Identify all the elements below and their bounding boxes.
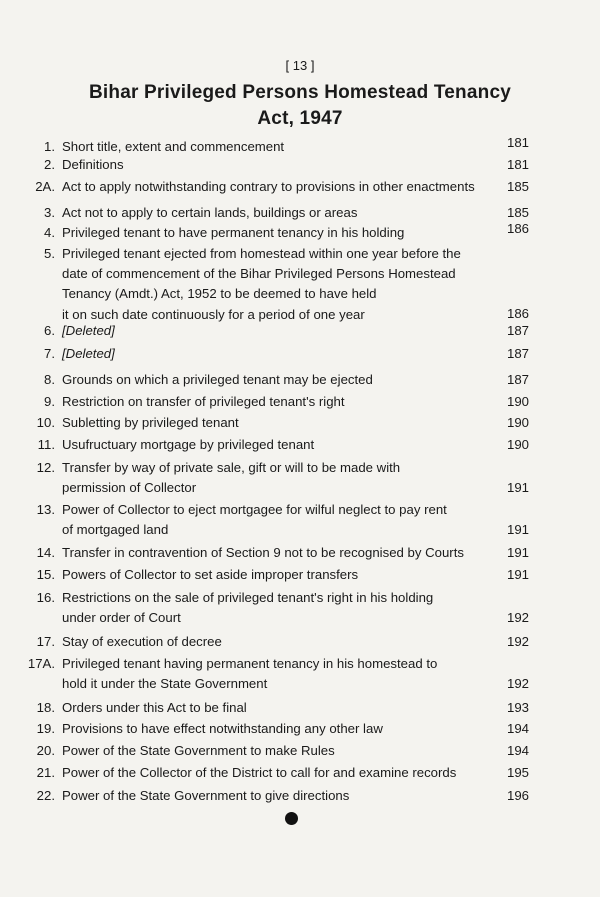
section-title-line: Power of Collector to eject mortgagee for wilful neglect to pay rent xyxy=(62,502,447,517)
section-number: 7. xyxy=(44,346,55,361)
page-reference: 190 xyxy=(506,394,529,409)
section-title-line: Power of the Collector of the District to call for and examine records xyxy=(62,765,457,780)
section-title xyxy=(62,654,482,694)
section-title xyxy=(62,458,482,498)
page-reference: 192 xyxy=(506,676,529,691)
page-reference: 186 xyxy=(506,306,529,321)
section-number: 3. xyxy=(44,205,55,220)
section-number: 12. xyxy=(36,460,55,475)
section-number: 18. xyxy=(36,700,55,715)
section-title-line: Subletting by privileged tenant xyxy=(62,415,239,430)
section-title-line: Privileged tenant having permanent tenancy in his homestead to xyxy=(62,656,438,671)
section-title-line: date of commencement of the Bihar Privileged Persons Homestead xyxy=(62,266,456,281)
section-number: 19. xyxy=(36,721,55,736)
section-title xyxy=(62,413,482,433)
section-number: 10. xyxy=(36,415,55,430)
section-title xyxy=(62,244,482,325)
section-title-line: under order of Court xyxy=(62,610,181,625)
page-reference: 187 xyxy=(506,323,529,338)
section-number: 2A. xyxy=(35,179,55,194)
page-reference: 193 xyxy=(506,700,529,715)
section-title-line: Stay of execution of decree xyxy=(62,634,222,649)
page-reference: 187 xyxy=(506,372,529,387)
section-number: 8. xyxy=(44,372,55,387)
page-reference: 186 xyxy=(506,221,529,236)
section-number: 21. xyxy=(36,765,55,780)
section-title xyxy=(62,370,482,390)
section-number: 6. xyxy=(44,323,55,338)
page-reference: 187 xyxy=(506,346,529,361)
section-title-line: Privileged tenant ejected from homestead within one year before the xyxy=(62,246,461,261)
section-title-line: [Deleted] xyxy=(62,346,115,361)
page-reference: 194 xyxy=(506,721,529,736)
page-reference: 191 xyxy=(506,522,529,537)
section-number: 16. xyxy=(36,590,55,605)
section-title-line: Restriction on transfer of privileged tenant's right xyxy=(62,394,345,409)
section-title-line: Usufructuary mortgage by privileged tenant xyxy=(62,437,315,452)
section-title xyxy=(62,137,482,157)
page-reference: 185 xyxy=(506,205,529,220)
section-title-line: of mortgaged land xyxy=(62,522,169,537)
section-number: 1. xyxy=(44,139,55,154)
section-number: 5. xyxy=(44,246,55,261)
section-title xyxy=(62,344,482,364)
section-title xyxy=(62,698,482,718)
page-reference: 196 xyxy=(506,788,529,803)
section-number: 20. xyxy=(36,743,55,758)
section-title-line: Act not to apply to certain lands, buildings or areas xyxy=(62,205,358,220)
section-title-line: Definitions xyxy=(62,157,124,172)
section-number: 17A. xyxy=(27,656,55,671)
section-title xyxy=(62,203,482,223)
section-title-line: it on such date continuously for a period of one year xyxy=(62,307,365,322)
section-title xyxy=(62,392,482,412)
section-title-line: Short title, extent and commencement xyxy=(62,139,285,154)
page-reference: 192 xyxy=(506,634,529,649)
section-title-line: Grounds on which a privileged tenant may be ejected xyxy=(62,372,373,387)
section-title-line: Provisions to have effect notwithstanding any other law xyxy=(62,721,383,736)
title-text: Bihar Privileged Persons Homestead Tenancy Act, 1947 xyxy=(89,82,511,129)
section-title-line: Orders under this Act to be final xyxy=(62,700,247,715)
section-title xyxy=(62,177,482,197)
section-number: 14. xyxy=(36,545,55,560)
section-title-line: Powers of Collector to set aside improper transfers xyxy=(62,567,359,582)
section-number: 22. xyxy=(36,788,55,803)
page-reference: 181 xyxy=(506,157,529,172)
section-title-line: [Deleted] xyxy=(62,323,115,338)
section-title xyxy=(62,543,482,563)
section-title-line: Privileged tenant to have permanent tenancy in his holding xyxy=(62,225,405,240)
page-reference: 195 xyxy=(506,765,529,780)
page-reference: 191 xyxy=(506,567,529,582)
section-number: 13. xyxy=(36,502,55,517)
section-number: 2. xyxy=(44,157,55,172)
section-title xyxy=(62,719,482,739)
end-bullet-icon xyxy=(285,812,298,825)
section-number: 15. xyxy=(36,567,55,582)
section-title xyxy=(62,565,482,585)
section-title-line: Act to apply notwithstanding contrary to provisions in other enactments xyxy=(62,179,475,194)
section-title-line: Transfer in contravention of Section 9 not to be recognised by Courts xyxy=(62,545,464,560)
section-title xyxy=(62,500,482,540)
section-title-line: Power of the State Government to give directions xyxy=(62,788,350,803)
section-title xyxy=(62,223,482,243)
section-title-line: Tenancy (Amdt.) Act, 1952 to be deemed to have held xyxy=(62,286,377,301)
section-title xyxy=(62,786,482,806)
section-title-line: Transfer by way of private sale, gift or will to be made with xyxy=(62,460,401,475)
section-number: 11. xyxy=(37,437,55,452)
page-reference: 181 xyxy=(506,135,529,150)
page-reference: 185 xyxy=(506,179,529,194)
section-number: 4. xyxy=(44,225,55,240)
section-title xyxy=(62,632,482,652)
section-title-line: hold it under the State Government xyxy=(62,676,268,691)
section-title xyxy=(62,155,482,175)
section-number: 9. xyxy=(44,394,55,409)
page-reference: 192 xyxy=(506,610,529,625)
page-reference: 190 xyxy=(506,437,529,452)
page-reference: 190 xyxy=(506,415,529,430)
page-reference: 191 xyxy=(506,545,529,560)
page-reference: 191 xyxy=(506,480,529,495)
page-number: [ 13 ] xyxy=(285,58,315,73)
section-title xyxy=(62,435,482,455)
section-title xyxy=(62,588,482,628)
section-title xyxy=(62,763,482,783)
section-title xyxy=(62,741,482,761)
document-title xyxy=(0,80,600,132)
section-title-line: Power of the State Government to make Rules xyxy=(62,743,335,758)
section-number: 17. xyxy=(36,634,55,649)
page-reference: 194 xyxy=(506,743,529,758)
section-title-line: Restrictions on the sale of privileged tenant's right in his holding xyxy=(62,590,434,605)
section-title-line: permission of Collector xyxy=(62,480,197,495)
section-title xyxy=(62,321,482,341)
